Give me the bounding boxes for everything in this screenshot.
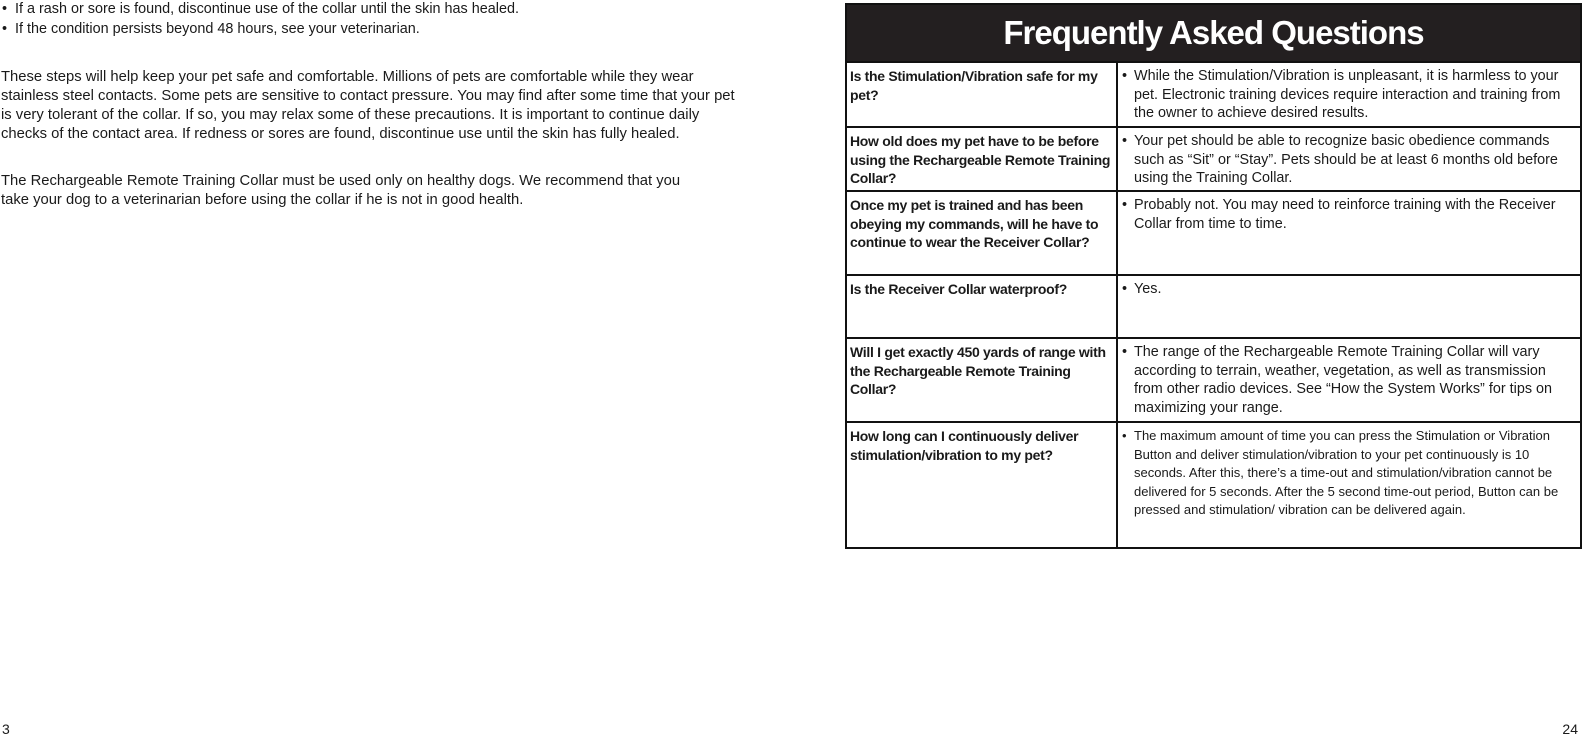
faq-answer: • Your pet should be able to recognize basic obedience commands such as “Sit” or “Stay”. Pets should be at least 6 months old before using the Training Collar. — [1122, 133, 1558, 186]
bullet-item: • If the condition persists beyond 48 hours, see your veterinarian. — [2, 20, 420, 37]
right-page — [845, 0, 1589, 746]
page-number-left: 3 — [2, 721, 10, 737]
faq-answer: • While the Stimulation/Vibration is unpleasant, it is harmless to your pet. Electronic training devices require interaction and training from the owner to achieve desired results. — [1122, 68, 1561, 121]
safety-paragraph: These steps will help keep your pet safe and comfortable. Millions of pets are comfortable while they wear stainless steel contacts. Some pets are sensitive to contact pressure. You may find after some time that your pet is very tolerant of the collar. If so, you may relax some of these precautions. It is important to continue daily checks of the contact area. If redness or sores are found, discontinue use until the skin has fully healed. — [1, 69, 735, 142]
faq-answer: • Probably not. You may need to reinforce training with the Receiver Collar from time to time. — [1122, 197, 1556, 232]
bullet-item: • If a rash or sore is found, discontinue use of the collar until the skin has healed. — [2, 1, 519, 17]
faq-answer: • The range of the Rechargeable Remote Training Collar will vary according to terrain, weather, vegetation, as well as transmission from other radio devices. See “How the System Works” for tips on maximizing your range. — [1122, 344, 1553, 416]
health-paragraph: The Rechargeable Remote Training Collar must be used only on healthy dogs. We recommend that you take your dog to a veterinarian before using the collar if he is not in good health. — [1, 173, 681, 208]
faq-row — [847, 126, 1580, 190]
faq-row — [847, 274, 1580, 337]
faq-title: Frequently Asked Questions — [847, 5, 1580, 61]
faq-question: How old does my pet have to be before using the Rechargeable Remote Training Collar? — [847, 128, 1118, 190]
faq-question: How long can I continuously deliver stimulation/vibration to my pet? — [847, 423, 1118, 547]
faq-answer: • The maximum amount of time you can press the Stimulation or Vibration Button and deliver stimulation/vibration to your pet continuously is 10 seconds. After this, there’s a time-out and stimulation/vibration cannot be delivered for 5 seconds. After the 5 second time-out period, Button can be pressed and stimulation/ vibration can be delivered again. — [1122, 428, 1559, 517]
faq-question: Will I get exactly 450 yards of range with the Rechargeable Remote Training Collar? — [847, 339, 1118, 421]
faq-question: Is the Receiver Collar waterproof? — [847, 276, 1118, 337]
faq-question: Once my pet is trained and has been obeying my commands, will he have to continue to wear the Receiver Collar? — [847, 192, 1118, 274]
faq-answer: • Yes. — [1122, 281, 1162, 297]
faq-question: Is the Stimulation/Vibration safe for my pet? — [847, 63, 1118, 126]
page-number-right: 24 — [1562, 721, 1578, 737]
faq-table — [845, 3, 1582, 549]
faq-row — [847, 337, 1580, 421]
faq-row — [847, 421, 1580, 547]
faq-row — [847, 190, 1580, 274]
left-page — [0, 0, 745, 746]
care-bullet-list — [2, 0, 519, 39]
faq-row — [847, 61, 1580, 126]
